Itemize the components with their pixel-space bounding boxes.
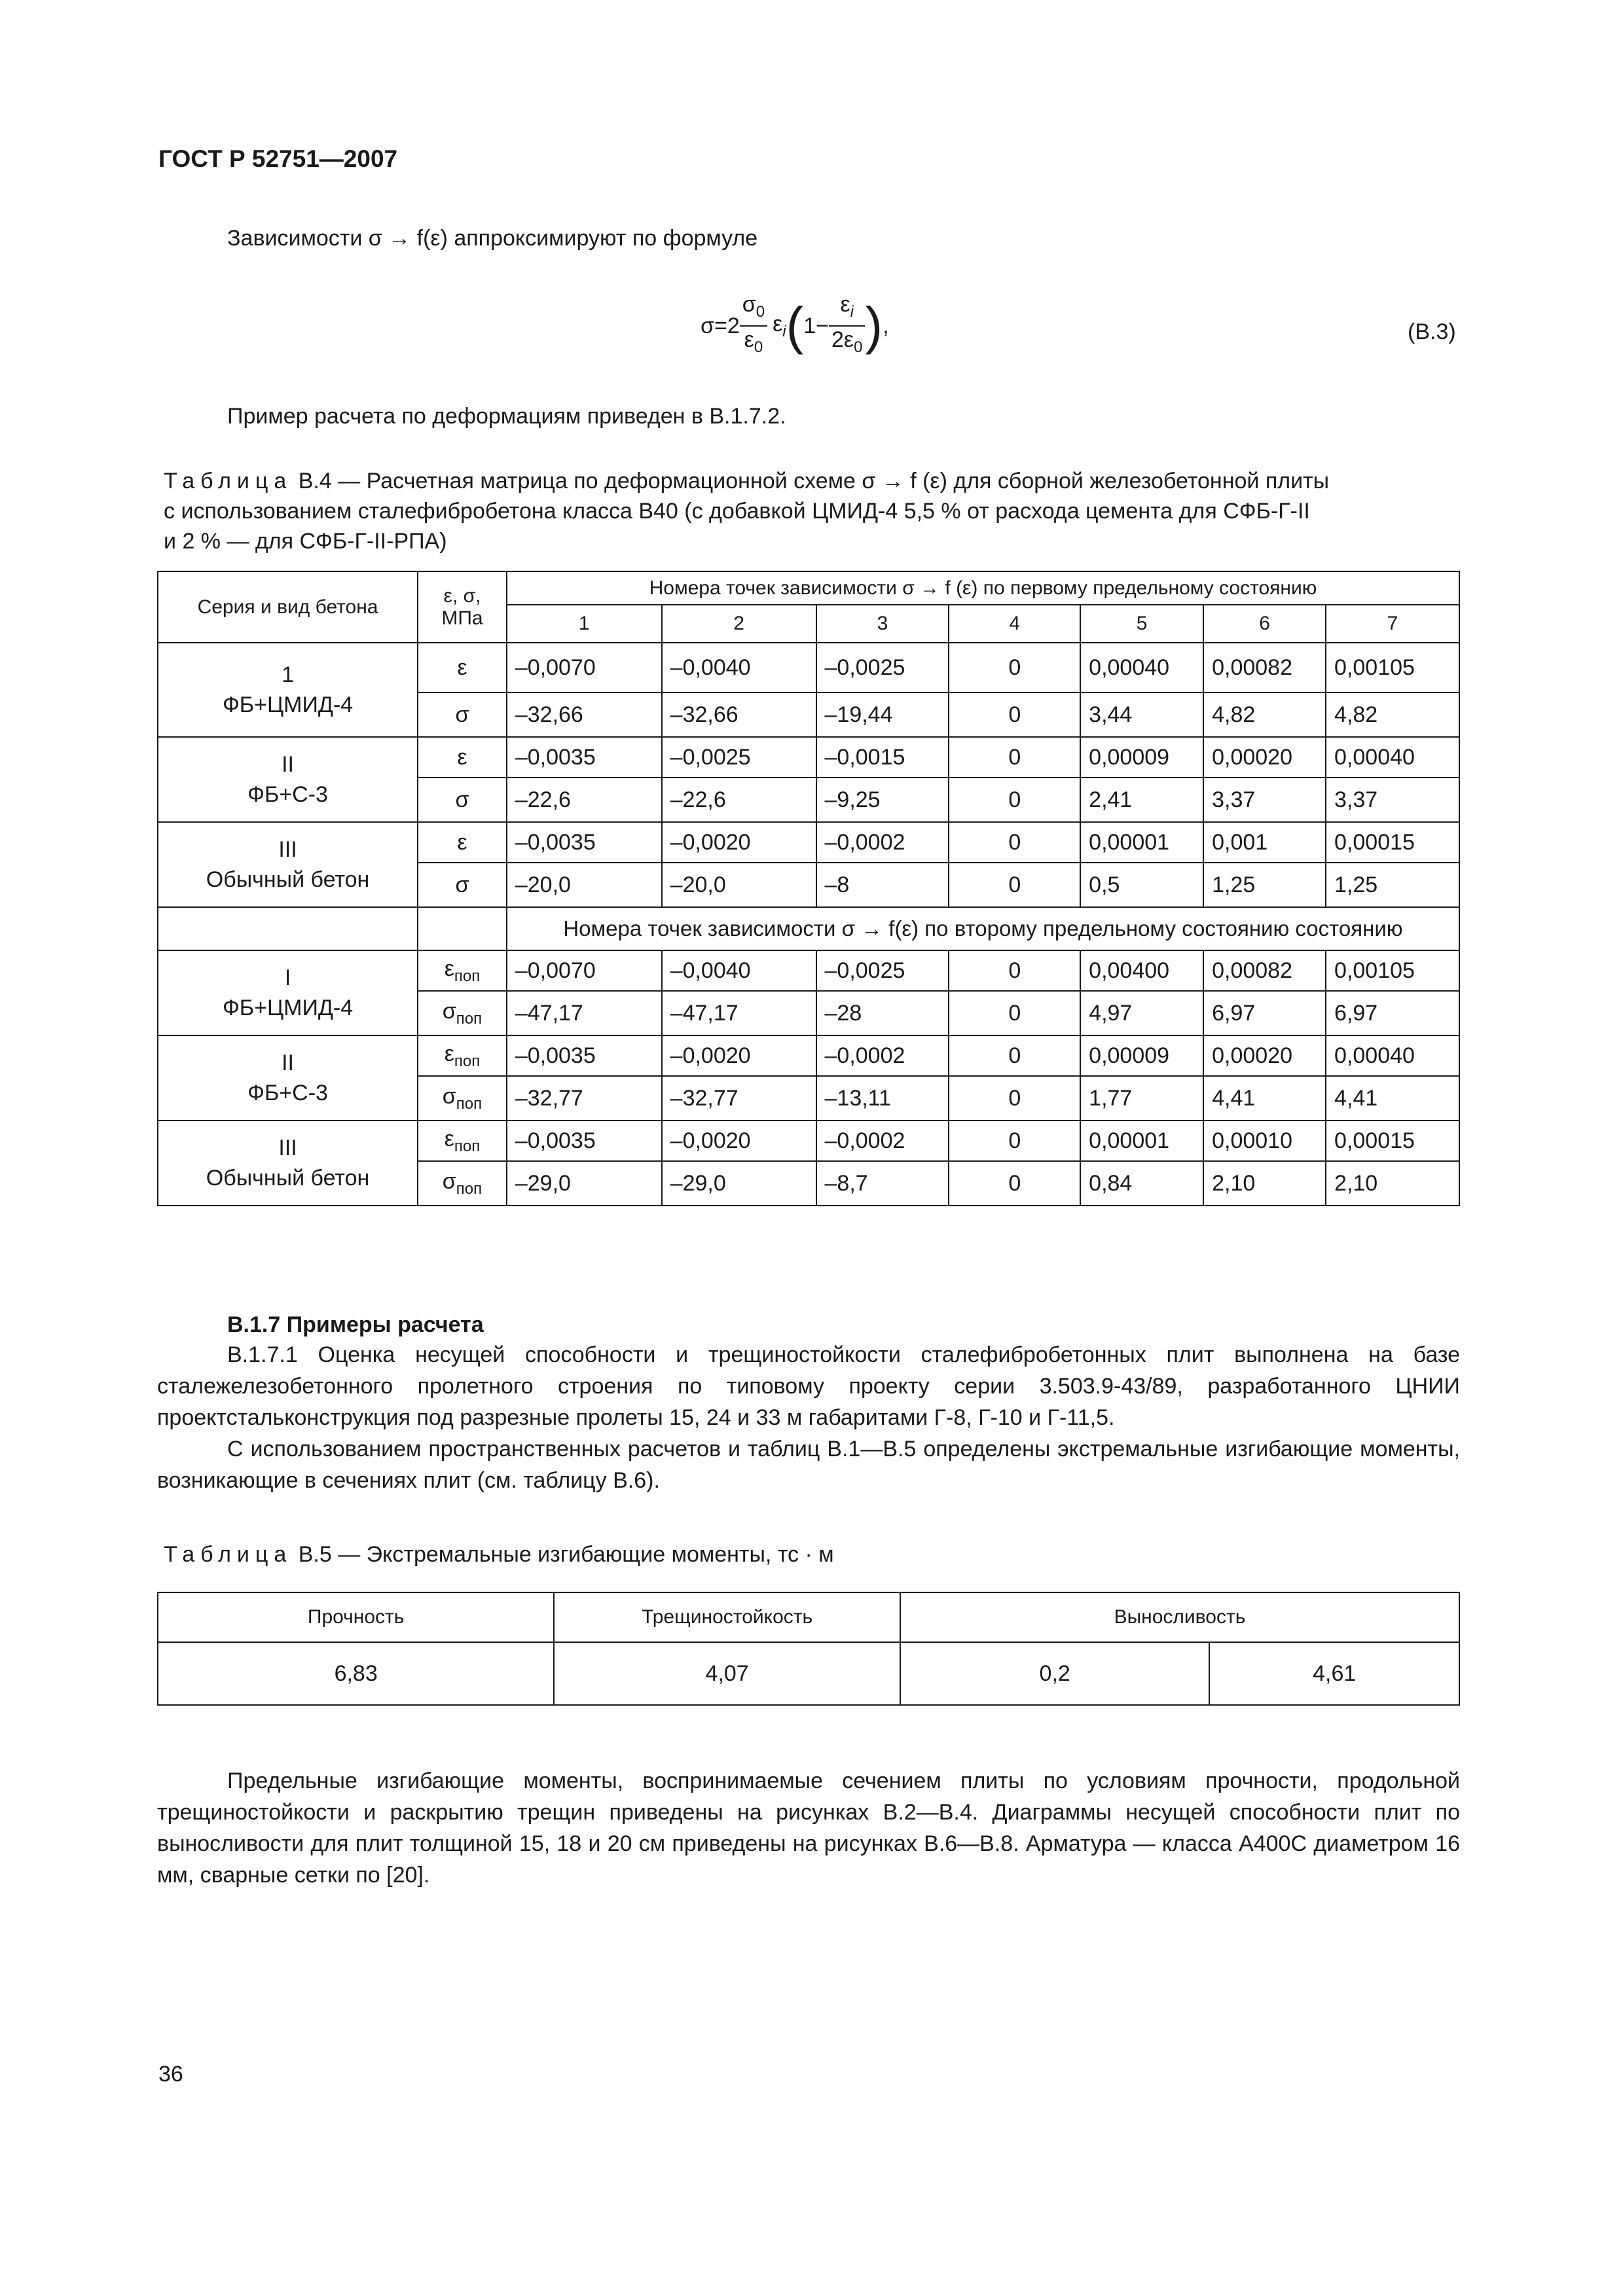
- final-paragraph: Предельные изгибающие моменты, воспринимаемые сечением плиты по условиям прочности, продольной трещиностойкости и раскрытию трещин приведены на рисунках В.2—В.4. Диаграммы несущей способности плит по выносливости для плит толщиной 15, 18 и 20 см приведены на рисунках В.6—В.8. Арматура — класса А400С диаметром 16 мм, сварные сетки по [20].: [157, 1768, 1460, 1888]
- strain-value: –0,0035: [507, 1035, 662, 1076]
- strain-symbol-symbol: ε: [444, 1041, 454, 1066]
- formula: [701, 293, 889, 359]
- stress-value: 1,25: [1326, 863, 1459, 907]
- strain-value: 0,00001: [1080, 1121, 1203, 1161]
- formula-tail: ,: [883, 313, 889, 338]
- strain-value: 0: [949, 1121, 1080, 1161]
- stress-symbol-symbol: σ: [442, 998, 456, 1024]
- strain-value: 0,00082: [1203, 643, 1326, 692]
- empty-cell: [158, 907, 418, 950]
- page-number: 36: [158, 2062, 183, 2087]
- formula-close-paren: ): [865, 296, 883, 355]
- table4-caption: [164, 466, 1462, 556]
- strain-value: –0,0002: [816, 1121, 949, 1161]
- section-paragraph-2: С использованием пространственных расчетов и таблиц В.1—В.5 определены экстремальные изгибающие моменты, возникающие в сечениях плит (см. таблицу В.6).: [157, 1437, 1460, 1493]
- strain-value: –0,0020: [662, 822, 816, 863]
- series-number: III: [278, 1136, 297, 1160]
- col-header-series-text: Серия и вид бетона: [197, 596, 378, 618]
- strain-value: –0,0070: [507, 643, 662, 692]
- table4-caption-line2: с использованием сталефибробетона класса В40 (с добавкой ЦМИД-4 5,5 % от расхода цемента для СФБ-Г-II: [164, 499, 1310, 524]
- strain-value: –0,0025: [816, 950, 949, 991]
- table5-caption-word: Таблица: [164, 1542, 293, 1567]
- strain-value: –0,0020: [662, 1121, 816, 1161]
- stress-symbol: [418, 1161, 507, 1206]
- strain-value: –0,0002: [816, 1035, 949, 1076]
- stress-value: 2,41: [1080, 778, 1203, 822]
- formula-den2: 2ε: [831, 327, 854, 352]
- strain-symbol: [418, 950, 507, 991]
- formula-one-minus: 1−: [803, 313, 830, 338]
- stress-value: –8: [816, 863, 949, 907]
- stress-value: –32,77: [662, 1076, 816, 1121]
- table4-caption-word: Таблица: [164, 469, 293, 493]
- series-number: 1: [282, 662, 294, 687]
- t5-header-strength-text: Прочность: [307, 1606, 405, 1628]
- stress-value: 4,82: [1326, 692, 1459, 737]
- stress-value: 2,10: [1203, 1161, 1326, 1206]
- table-row: [158, 822, 1459, 863]
- t5-value-endurance-1-text: 0,2: [1039, 1660, 1070, 1686]
- strain-value: –0,0070: [507, 950, 662, 991]
- col-header-unit: [418, 571, 507, 643]
- strain-value: 0,00010: [1203, 1121, 1326, 1161]
- stress-value: 0,5: [1080, 863, 1203, 907]
- formula-sub0: 0: [756, 303, 765, 321]
- stress-value: 0: [949, 778, 1080, 822]
- series-name: ФБ+ЦМИД-4: [222, 692, 354, 717]
- strain-symbol: [418, 1035, 507, 1076]
- strain-value: 0,00082: [1203, 950, 1326, 991]
- strain-value: 0,00040: [1080, 643, 1203, 692]
- stress-value: –9,25: [816, 778, 949, 822]
- strain-value: –0,0002: [816, 822, 949, 863]
- point-number-header: 6: [1203, 605, 1326, 643]
- stress-symbol-symbol: σ: [455, 702, 469, 727]
- series-cell: [158, 1035, 418, 1121]
- table5-caption: [164, 1542, 834, 1568]
- strain-value: –0,0025: [816, 643, 949, 692]
- series-name: Обычный бетон: [206, 867, 370, 892]
- stress-symbol-subscript: поп: [456, 1094, 483, 1113]
- point-number-header: 2: [662, 605, 816, 643]
- col-header-group1: [507, 571, 1459, 605]
- stress-value: 0: [949, 692, 1080, 737]
- stress-value: 1,25: [1203, 863, 1326, 907]
- t5-value-crack-text: 4,07: [705, 1660, 749, 1686]
- strain-symbol-symbol: ε: [457, 744, 467, 770]
- table-row: [158, 737, 1459, 778]
- stress-value: –29,0: [662, 1161, 816, 1206]
- t5-value-crack: [554, 1642, 900, 1705]
- stress-value: –32,77: [507, 1076, 662, 1121]
- stress-symbol-subscript: поп: [456, 1179, 483, 1198]
- strain-value: 0: [949, 950, 1080, 991]
- stress-symbol: [418, 863, 507, 907]
- stress-value: 4,97: [1080, 991, 1203, 1035]
- series-cell: [158, 737, 418, 822]
- stress-value: 1,77: [1080, 1076, 1203, 1121]
- stress-value: –19,44: [816, 692, 949, 737]
- table4-caption-line3: и 2 % — для СФБ-Г-II-РПА): [164, 529, 447, 554]
- strain-symbol: [418, 737, 507, 778]
- stress-value: 6,97: [1326, 991, 1459, 1035]
- point-number-header: 4: [949, 605, 1080, 643]
- strain-symbol: [418, 643, 507, 692]
- formula-fraction-2: [829, 291, 865, 361]
- stress-value: 4,82: [1203, 692, 1326, 737]
- group2-header-row: [158, 907, 1459, 950]
- strain-value: 0,00001: [1080, 822, 1203, 863]
- stress-symbol: [418, 692, 507, 737]
- formula-lhs: σ=2: [701, 313, 740, 338]
- strain-value: 0,00040: [1326, 1035, 1459, 1076]
- t5-header-endurance: [900, 1592, 1459, 1642]
- strain-value: –0,0040: [662, 950, 816, 991]
- stress-value: –32,66: [662, 692, 816, 737]
- empty-cell: [418, 907, 507, 950]
- t5-value-endurance-2-text: 4,61: [1313, 1660, 1357, 1686]
- table-b4: [157, 571, 1460, 1206]
- strain-symbol-symbol: ε: [457, 655, 467, 680]
- strain-value: 0,00009: [1080, 1035, 1203, 1076]
- stress-value: –22,6: [662, 778, 816, 822]
- strain-symbol-symbol: ε: [457, 829, 467, 855]
- strain-symbol-subscript: поп: [454, 1052, 481, 1070]
- stress-value: –47,17: [507, 991, 662, 1035]
- formula-open-paren: (: [786, 296, 804, 355]
- stress-symbol-symbol: σ: [442, 1083, 456, 1109]
- stress-symbol-symbol: σ: [455, 787, 469, 812]
- stress-symbol: [418, 1076, 507, 1121]
- strain-value: 0,00009: [1080, 737, 1203, 778]
- strain-value: –0,0040: [662, 643, 816, 692]
- strain-value: 0,00040: [1326, 737, 1459, 778]
- stress-symbol: [418, 778, 507, 822]
- stress-value: –8,7: [816, 1161, 949, 1206]
- stress-value: –13,11: [816, 1076, 949, 1121]
- section-title: В.1.7 Примеры расчета: [227, 1312, 484, 1337]
- strain-value: 0,00105: [1326, 950, 1459, 991]
- t5-value-strength: [158, 1642, 554, 1705]
- formula-eps: ε: [773, 311, 783, 336]
- stress-value: –32,66: [507, 692, 662, 737]
- series-name: Обычный бетон: [206, 1166, 370, 1191]
- strain-symbol: [418, 1121, 507, 1161]
- stress-symbol: [418, 991, 507, 1035]
- t5-value-endurance-2: [1209, 1642, 1459, 1705]
- table-row: [158, 950, 1459, 991]
- series-cell: [158, 950, 418, 1035]
- strain-value: 0,00015: [1326, 822, 1459, 863]
- stress-value: 0,84: [1080, 1161, 1203, 1206]
- stress-value: 3,37: [1326, 778, 1459, 822]
- point-number-header: 3: [816, 605, 949, 643]
- series-name: ФБ+С-3: [247, 1081, 328, 1105]
- stress-value: –47,17: [662, 991, 816, 1035]
- col-header-group1-text: Номера точек зависимости σ → f (ε) по первому предельному состоянию: [649, 577, 1317, 599]
- series-name: ФБ+С-3: [247, 782, 328, 807]
- example-reference: Пример расчета по деформациям приведен в В.1.7.2.: [227, 404, 786, 429]
- formula-fraction-1: [740, 291, 767, 361]
- formula-sub0c: 0: [854, 338, 863, 356]
- strain-symbol-subscript: поп: [454, 967, 481, 985]
- formula-num1: σ: [742, 292, 756, 317]
- stress-value: –22,6: [507, 778, 662, 822]
- formula-sub0b: 0: [754, 338, 763, 356]
- stress-value: 3,44: [1080, 692, 1203, 737]
- stress-value: –20,0: [507, 863, 662, 907]
- series-number: III: [278, 837, 297, 862]
- series-number: II: [282, 752, 294, 777]
- strain-value: –0,0035: [507, 822, 662, 863]
- formula-number: (В.3): [1408, 319, 1456, 344]
- t5-header-strength: [158, 1592, 554, 1642]
- col-header-unit-text: ε, σ, МПа: [441, 584, 483, 629]
- series-cell: [158, 1121, 418, 1206]
- stress-value: 0: [949, 991, 1080, 1035]
- table4-caption-line1: В.4 — Расчетная матрица по деформационной схеме σ → f (ε) для сборной железобетонной плиты: [292, 469, 1330, 493]
- t5-header-crack: [554, 1592, 900, 1642]
- formula-sub-i: i: [782, 322, 786, 340]
- strain-value: –0,0015: [816, 737, 949, 778]
- table5-caption-rest: В.5 — Экстремальные изгибающие моменты, тс · м: [292, 1542, 834, 1567]
- stress-value: 4,41: [1326, 1076, 1459, 1121]
- strain-value: –0,0020: [662, 1035, 816, 1076]
- stress-value: –28: [816, 991, 949, 1035]
- point-number-header: 1: [507, 605, 662, 643]
- stress-symbol-subscript: поп: [456, 1009, 483, 1028]
- formula-num2: ε: [840, 292, 850, 317]
- series-cell: [158, 822, 418, 907]
- group2-header: Номера точек зависимости σ → f(ε) по второму предельному состоянию состоянию: [507, 907, 1459, 950]
- strain-value: 0,00020: [1203, 1035, 1326, 1076]
- point-number-header: 5: [1080, 605, 1203, 643]
- stress-value: –20,0: [662, 863, 816, 907]
- formula-eps-i: [773, 312, 786, 341]
- t5-value-endurance-1: [900, 1642, 1209, 1705]
- col-header-series: [158, 571, 418, 643]
- strain-value: 0,00020: [1203, 737, 1326, 778]
- document-header: ГОСТ Р 52751—2007: [158, 145, 398, 172]
- series-cell: [158, 643, 418, 737]
- stress-symbol-symbol: σ: [455, 872, 469, 897]
- strain-value: 0,00015: [1326, 1121, 1459, 1161]
- table-b5: [157, 1592, 1460, 1706]
- strain-value: 0: [949, 737, 1080, 778]
- t5-header-endurance-text: Выносливость: [1114, 1606, 1246, 1628]
- strain-value: –0,0035: [507, 737, 662, 778]
- strain-value: –0,0025: [662, 737, 816, 778]
- strain-value: –0,0035: [507, 1121, 662, 1161]
- stress-value: 0: [949, 1161, 1080, 1206]
- section-paragraph-1: В.1.7.1 Оценка несущей способности и трещиностойкости сталефибробетонных плит выполнена на базе сталежелезобетонного пролетного строения по типовому проекту серии 3.503.9-43/89, разработанного ЦНИИ проектстальконструкция под разрезные пролеты 15, 24 и 33 м габаритами Г-8, Г-10 и Г-11,5.: [157, 1342, 1460, 1430]
- series-name: ФБ+ЦМИД-4: [222, 996, 354, 1020]
- stress-value: 2,10: [1326, 1161, 1459, 1206]
- series-number: II: [282, 1050, 294, 1075]
- strain-symbol-subscript: поп: [454, 1137, 481, 1155]
- formula-den1: ε: [744, 327, 754, 352]
- table-row: [158, 1035, 1459, 1076]
- strain-value: 0: [949, 822, 1080, 863]
- strain-symbol: [418, 822, 507, 863]
- point-number-header: 7: [1326, 605, 1459, 643]
- stress-value: 0: [949, 1076, 1080, 1121]
- t5-value-strength-text: 6,83: [334, 1660, 378, 1686]
- t5-header-crack-text: Трещиностойкость: [642, 1606, 813, 1628]
- formula-sub-i2: i: [850, 303, 854, 321]
- stress-value: 4,41: [1203, 1076, 1326, 1121]
- strain-value: 0,00400: [1080, 950, 1203, 991]
- strain-value: 0: [949, 1035, 1080, 1076]
- strain-symbol-symbol: ε: [444, 1126, 454, 1151]
- table-row: [158, 643, 1459, 692]
- strain-value: 0,001: [1203, 822, 1326, 863]
- stress-value: –29,0: [507, 1161, 662, 1206]
- stress-value: 3,37: [1203, 778, 1326, 822]
- strain-value: 0: [949, 643, 1080, 692]
- stress-value: 0: [949, 863, 1080, 907]
- strain-symbol-symbol: ε: [444, 956, 454, 981]
- stress-value: 6,97: [1203, 991, 1326, 1035]
- intro-text: Зависимости σ → f(ε) аппроксимируют по формуле: [227, 226, 758, 251]
- strain-value: 0,00105: [1326, 643, 1459, 692]
- table-row: [158, 1121, 1459, 1161]
- series-number: I: [284, 965, 291, 990]
- stress-symbol-symbol: σ: [442, 1168, 456, 1194]
